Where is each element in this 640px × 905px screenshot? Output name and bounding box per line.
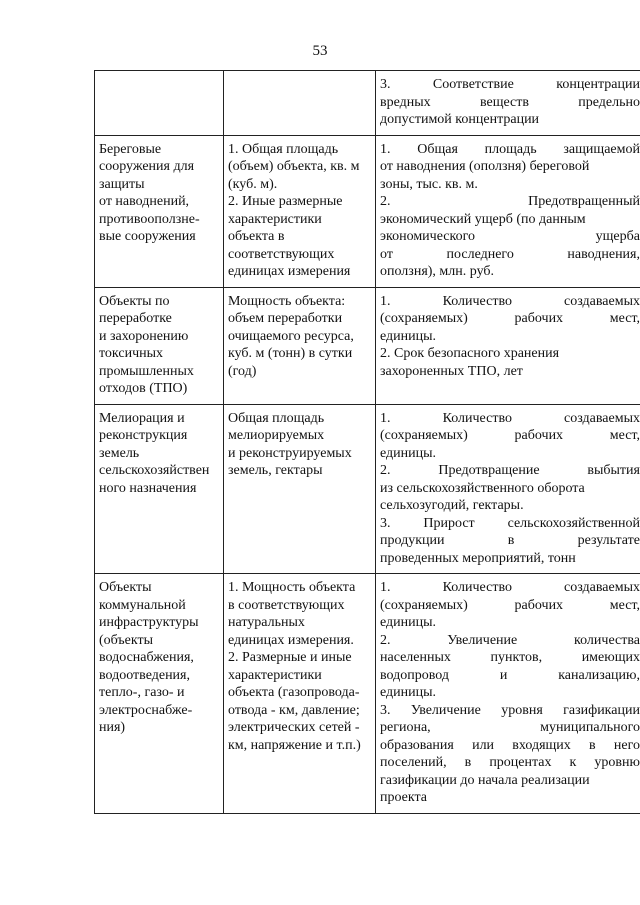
text-word: или	[472, 737, 495, 753]
text-line: экономический ущерб (по данным	[380, 211, 586, 227]
text-word: Предотвращенный	[528, 194, 640, 209]
text-line: объем переработки	[228, 311, 343, 326]
object-type-cell	[95, 135, 224, 287]
text-word: Количество	[442, 293, 512, 309]
text-line: проекта	[380, 790, 427, 805]
justified-text-line	[380, 515, 640, 533]
results-cell	[376, 287, 640, 404]
table-row	[95, 404, 640, 574]
text-word: концентрации	[556, 77, 640, 92]
text-word: продукции	[380, 533, 445, 548]
text-word: от	[380, 246, 393, 262]
text-line: (объем) объекта, кв. м	[228, 159, 360, 174]
text-word: сельскохозяйственной	[507, 515, 640, 531]
text-line: промышленных	[99, 363, 194, 379]
text-word: ущерба	[595, 229, 640, 244]
text-line: реконструкция	[99, 428, 188, 443]
text-word: в	[589, 737, 596, 753]
text-line: и реконструируемых	[228, 445, 352, 461]
text-line: сооружения для	[99, 159, 195, 174]
text-word: создаваемых	[564, 410, 640, 426]
text-line: водоснабжения,	[99, 650, 194, 665]
text-line: единицах измерения	[228, 264, 351, 279]
text-line: оползня), млн. руб.	[380, 264, 495, 279]
justified-text-line	[380, 632, 640, 650]
text-line: земель, гектары	[228, 463, 323, 478]
text-word: мест,	[609, 311, 640, 326]
table-row	[95, 135, 640, 287]
object-type-cell	[95, 71, 224, 136]
text-line: зоны, тыс. кв. м.	[380, 176, 478, 192]
text-line: Мощность объекта:	[228, 293, 346, 309]
text-word: площадь	[484, 141, 537, 157]
text-line: характеристики	[228, 667, 322, 683]
text-line: Объекты по	[99, 293, 170, 309]
text-word: создаваемых	[564, 293, 640, 309]
table-row	[95, 287, 640, 404]
text-line: куб. м (тонн) в сутки	[228, 346, 353, 361]
text-word: водопровод	[380, 667, 449, 683]
justified-text-line	[380, 597, 640, 615]
text-line: (куб. м).	[228, 176, 278, 192]
text-word: и	[499, 667, 508, 683]
text-word: 2.	[380, 632, 391, 648]
text-word: имеющих	[581, 650, 640, 665]
text-word: в	[507, 533, 515, 548]
text-line: единицы.	[380, 615, 437, 630]
text-line: водоотведения,	[99, 667, 190, 683]
text-word: Предотвращение	[438, 463, 540, 478]
characteristics-table	[94, 70, 640, 814]
object-type-cell	[95, 287, 224, 404]
text-line: от наводнений,	[99, 194, 190, 209]
results-cell	[376, 574, 640, 814]
text-word: газификации	[563, 702, 640, 718]
capacity-cell	[224, 404, 376, 574]
text-line: 2. Размерные и иные	[228, 650, 352, 665]
justified-text-line	[380, 193, 640, 211]
text-line: натуральных	[228, 615, 305, 630]
text-word: входящих	[512, 737, 571, 753]
text-word: (сохраняемых)	[380, 428, 468, 443]
text-line: электрических сетей -	[228, 720, 360, 735]
text-word: 3.	[380, 515, 391, 531]
text-line: Объекты	[99, 580, 152, 595]
text-word: Увеличение	[410, 702, 481, 718]
text-line: единицы.	[380, 445, 437, 461]
text-word: выбытия	[587, 463, 640, 478]
text-line: 2. Иные размерные	[228, 194, 343, 209]
text-word: мест,	[609, 428, 640, 443]
text-line: (объекты	[99, 632, 154, 648]
justified-text-line	[380, 410, 640, 428]
justified-text-line	[380, 310, 640, 328]
results-cell	[376, 404, 640, 574]
results-cell	[376, 135, 640, 287]
justified-text-line	[380, 532, 640, 550]
text-line: Мелиорация и	[99, 410, 185, 426]
text-line: отвода - км, давление;	[228, 702, 360, 718]
capacity-cell	[224, 574, 376, 814]
text-line: единицы.	[380, 328, 437, 344]
text-word: 3.	[380, 702, 391, 718]
text-line: Общая площадь	[228, 410, 325, 426]
table-row	[95, 71, 640, 136]
justified-text-line	[380, 667, 640, 685]
text-word: вредных	[380, 94, 431, 110]
justified-text-line	[380, 719, 640, 737]
text-word: к	[569, 755, 577, 770]
text-line: соответствующих	[228, 246, 335, 262]
justified-text-line	[380, 141, 640, 159]
capacity-cell	[224, 135, 376, 287]
text-word: Общая	[417, 141, 458, 157]
text-line: из сельскохозяйственного оборота	[380, 480, 585, 496]
justified-text-line	[380, 293, 640, 311]
text-word: региона,	[380, 720, 431, 735]
text-word: 1.	[380, 293, 391, 309]
justified-text-line	[380, 228, 640, 246]
text-word: предельно	[578, 94, 640, 110]
text-word: рабочих	[514, 597, 564, 613]
text-line: 2. Срок безопасного хранения	[380, 346, 560, 361]
text-line: проведенных мероприятий, тонн	[380, 550, 576, 566]
text-word: пунктов,	[490, 650, 543, 665]
text-word: веществ	[479, 94, 529, 110]
justified-text-line	[380, 76, 640, 94]
text-line: газификации до начала реализации	[380, 772, 590, 788]
text-word: 1.	[380, 410, 391, 426]
text-line: мелиорируемых	[228, 428, 325, 443]
text-word: 3.	[380, 77, 391, 92]
justified-text-line	[380, 94, 640, 112]
text-line: допустимой концентрации	[380, 112, 540, 127]
text-word: канализацию,	[558, 667, 640, 683]
text-line: ния)	[99, 720, 126, 735]
justified-text-line	[380, 579, 640, 597]
page-number: 53	[312, 43, 328, 59]
text-line: тепло-, газо- и	[99, 685, 185, 700]
text-word: наводнения,	[567, 246, 640, 262]
text-line: ного назначения	[99, 480, 197, 496]
text-word: уровня	[501, 702, 543, 718]
text-word: рабочих	[514, 311, 564, 326]
justified-text-line	[380, 754, 640, 772]
text-line: электроснабже-	[99, 702, 193, 718]
text-line: противооползне-	[99, 211, 200, 227]
text-word: Количество	[442, 410, 512, 426]
text-line: инфраструктуры	[99, 615, 199, 630]
text-line: объекта в	[228, 229, 285, 244]
justified-text-line	[380, 737, 640, 755]
justified-text-line	[380, 462, 640, 480]
text-line: (год)	[228, 363, 257, 379]
text-line: 1. Мощность объекта	[228, 580, 356, 595]
text-line: захороненных ТПО, лет	[380, 363, 523, 379]
text-line: сельхозугодий, гектары.	[380, 498, 524, 513]
justified-text-line	[380, 427, 640, 445]
text-word: образования	[380, 737, 454, 753]
text-word: муниципального	[540, 720, 640, 735]
text-word: Соответствие	[432, 77, 514, 92]
text-line: от наводнения (оползня) береговой	[380, 159, 590, 174]
text-word: 2.	[380, 194, 391, 209]
text-word: него	[613, 737, 640, 753]
justified-text-line	[380, 246, 640, 264]
text-line: переработке	[99, 311, 172, 326]
text-line: сельскохозяйствен	[99, 463, 210, 478]
text-word: рабочих	[514, 428, 564, 443]
text-line: Береговые	[99, 141, 162, 157]
text-word: Увеличение	[447, 632, 518, 648]
text-word: мест,	[609, 597, 640, 613]
text-word: (сохраняемых)	[380, 311, 468, 326]
table-body	[95, 71, 640, 814]
text-line: земель	[99, 445, 140, 461]
text-word: Прирост	[423, 515, 475, 531]
table-row	[95, 574, 640, 814]
text-word: 2.	[380, 463, 391, 478]
text-word: экономического	[380, 229, 475, 244]
text-line: единицы.	[380, 685, 437, 700]
text-word: создаваемых	[564, 580, 640, 595]
justified-text-line	[380, 649, 640, 667]
text-line: защиты	[99, 176, 145, 192]
text-line: в соответствующих	[228, 597, 345, 613]
text-line: км, напряжение и т.п.)	[228, 737, 361, 753]
text-word: в	[464, 755, 472, 770]
object-type-cell	[95, 404, 224, 574]
text-word: населенных	[380, 650, 451, 665]
text-line: характеристики	[228, 211, 322, 227]
results-cell	[376, 71, 640, 136]
text-line: единицах измерения.	[228, 632, 354, 648]
text-line: токсичных	[99, 346, 164, 361]
text-line: объекта (газопровода-	[228, 685, 360, 700]
text-line: 1. Общая площадь	[228, 141, 339, 157]
object-type-cell	[95, 574, 224, 814]
text-word: защищаемой	[563, 141, 640, 157]
text-word: поселений,	[380, 755, 447, 770]
text-word: последнего	[446, 246, 514, 262]
text-line: и захоронению	[99, 328, 189, 344]
text-word: Количество	[442, 580, 512, 595]
text-word: 1.	[380, 580, 391, 595]
text-word: (сохраняемых)	[380, 597, 468, 613]
text-line: отходов (ТПО)	[99, 381, 188, 396]
text-line: очищаемого ресурса,	[228, 328, 354, 344]
text-line: коммунальной	[99, 597, 186, 613]
capacity-cell	[224, 71, 376, 136]
text-line: вые сооружения	[99, 229, 196, 244]
text-word: процентах	[489, 755, 552, 770]
justified-text-line	[380, 702, 640, 720]
text-word: 1.	[380, 141, 391, 157]
capacity-cell	[224, 287, 376, 404]
text-word: количества	[574, 632, 640, 648]
text-word: результате	[577, 533, 640, 548]
text-word: уровню	[594, 755, 640, 770]
